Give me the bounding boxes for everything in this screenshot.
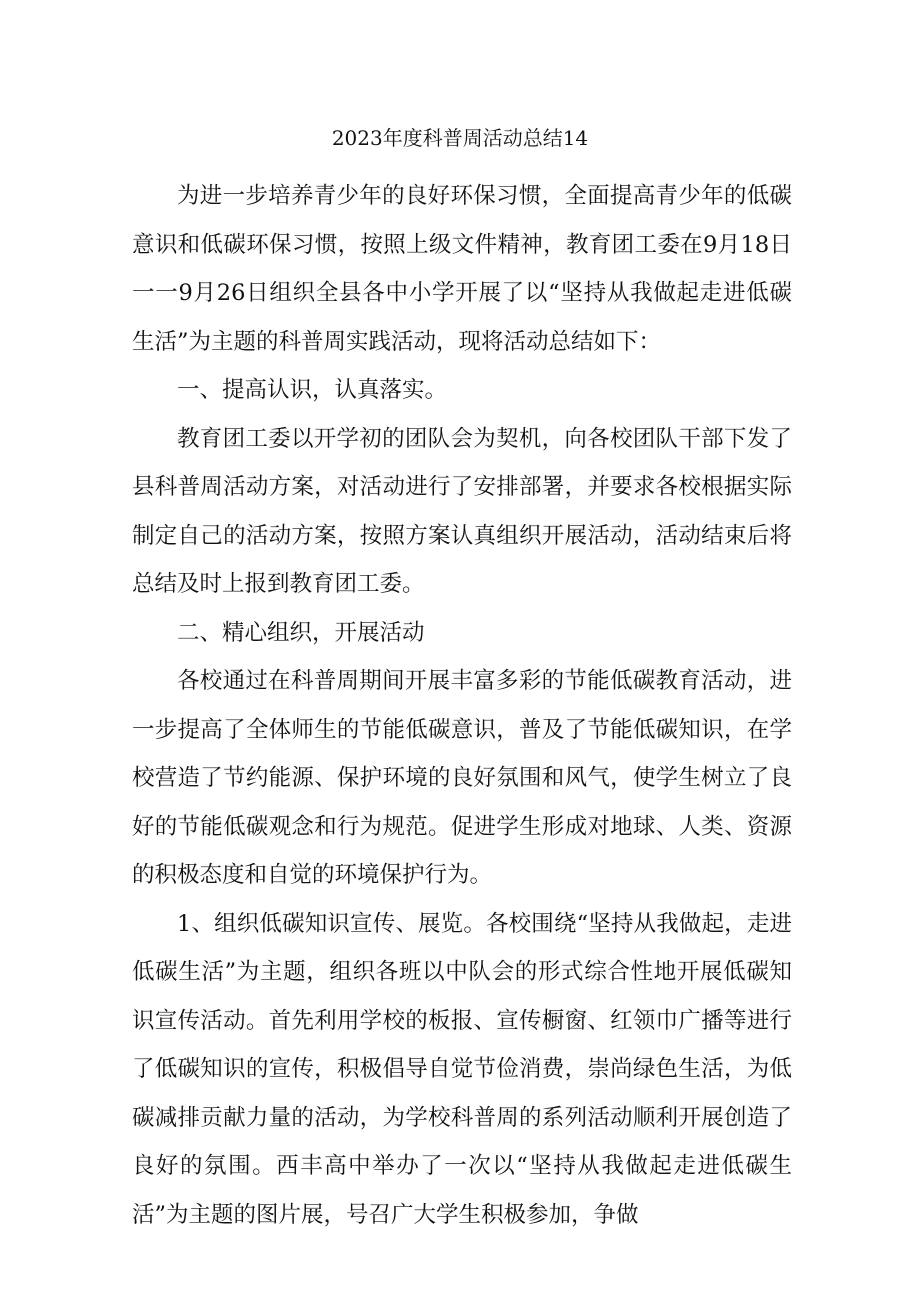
paragraph-section-1: 教育团工委以开学初的团队会为契机，向各校团队干部下发了县科普周活动方案，对活动进行了安排部署，并要求各校根据实际制定自己的活动方案，按照方案认真组织开展活动，活动结束后将总结及时上报到教育团工委。	[132, 425, 792, 597]
document-title: 2023年度科普周活动总结14	[331, 126, 589, 150]
paragraph-section-2: 各校通过在科普周期间开展丰富多彩的节能低碳教育活动，进一步提高了全体师生的节能低碳意识，普及了节能低碳知识，在学校营造了节约能源、保护环境的良好氛围和风气，使学生树立了良好的节能低碳观念和行为规范。促进学生形成对地球、人类、资源的积极态度和自觉的环境保护行为。	[132, 668, 792, 888]
section-heading-1: 一、提高认识，认真落实。	[177, 377, 448, 403]
paragraph-item-1: 1、组织低碳知识宣传、展览。各校围绕“坚持从我做起，走进低碳生活”为主题，组织各班以中队会的形式综合性地开展低碳知识宣传活动。首先利用学校的板报、宣传橱窗、红领巾广播等进行了低碳知识的宣传，积极倡导自觉节俭消费，崇尚绿色生活，为低碳减排贡献力量的活动，为学校科普周的系列活动顺利开展创造了良好的氛围。西丰高中举办了一次以“坚持从我做起走进低碳生活”为主题的图片展，号召广大学生积极参加，争做	[132, 910, 792, 1228]
section-heading-2: 二、精心组织，开展活动	[177, 619, 425, 646]
document-body	[132, 172, 792, 1239]
paragraph-intro: 为进一步培养青少年的良好环保习惯，全面提高青少年的低碳意识和低碳环保习惯，按照上级文件精神，教育团工委在9月18日一一9月26日组织全县各中小学开展了以“坚持从我做起走进低碳生活”为主题的科普周实践活动，现将活动总结如下：	[132, 183, 792, 355]
